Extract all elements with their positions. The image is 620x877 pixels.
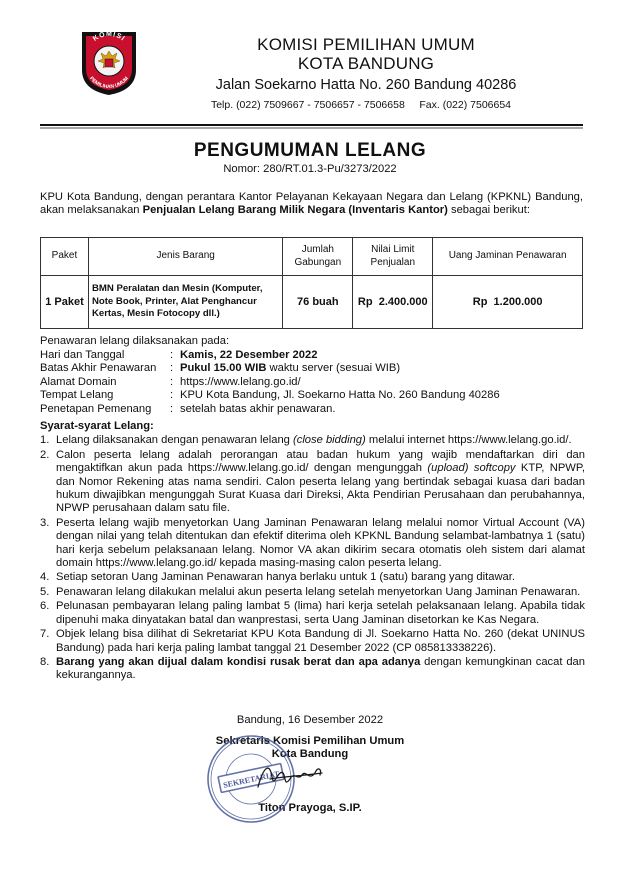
cell-nilai-limit: Rp 2.400.000	[353, 276, 433, 329]
term-body	[56, 571, 585, 584]
header-jumlah: Jumlah Gabungan	[283, 238, 353, 276]
schedule-colon: :	[170, 362, 174, 374]
signature-org-line2: Kota Bandung	[271, 748, 349, 760]
logo-top-text: KOMISI	[91, 30, 127, 43]
letterhead	[196, 35, 536, 112]
schedule-value	[180, 389, 500, 403]
org-address: Jalan Soekarno Hatta No. 260 Bandung 40286	[215, 77, 517, 93]
list-item	[40, 517, 585, 571]
schedule-label: Alamat Domain	[40, 375, 117, 388]
schedule-value	[180, 376, 301, 390]
schedule-row	[40, 376, 585, 390]
schedule-value	[180, 349, 317, 363]
schedule-colon: :	[170, 402, 174, 415]
header-jenis-barang: Jenis Barang	[88, 238, 282, 276]
term-text: Penawaran lelang dilakukan melalui akun peserta lelang setelah menyetorkan Uang Jaminan Penawaran.	[56, 585, 581, 598]
terms-heading: Syarat-syarat Lelang:	[40, 420, 154, 432]
schedule-label: Tempat Lelang	[40, 389, 114, 401]
term-text: Lelang dilaksanakan dengan penawaran lelang	[56, 434, 293, 447]
term-number: 2.	[40, 448, 50, 461]
list-item	[40, 449, 585, 516]
cell-jumlah: 76 buah	[283, 276, 353, 329]
announcement-heading	[0, 140, 620, 175]
term-text-italic: (upload) softcopy	[427, 462, 516, 475]
terms-list	[40, 434, 585, 682]
announcement-title: PENGUMUMAN LELANG	[193, 140, 427, 161]
logo-bottom-text: PEMILIHAN UMUM	[88, 75, 130, 91]
list-item	[40, 600, 585, 627]
schedule-row	[40, 403, 585, 417]
term-number: 3.	[40, 516, 50, 529]
term-number: 4.	[40, 571, 50, 584]
org-name-line2: KOTA BANDUNG	[297, 54, 435, 73]
list-item	[40, 586, 585, 599]
intro-paragraph	[40, 191, 583, 218]
kpu-logo	[80, 30, 138, 96]
schedule-value-bold: Kamis, 22 Desember 2022	[180, 348, 318, 361]
term-text: Setiap setoran Uang Jaminan Penawaran hanya berlaku untuk 1 (satu) barang yang ditawar.	[56, 571, 515, 584]
term-number: 8.	[40, 655, 50, 668]
cell-jenis-barang: BMN Peralatan dan Mesin (Komputer, Note Book, Printer, Alat Penghancur Kertas, Mesin Fotocopy dll.)	[88, 276, 282, 329]
header-uang-jaminan: Uang Jaminan Penawaran	[433, 238, 583, 276]
schedule-value-text: setelah batas akhir penawaran.	[180, 402, 336, 415]
term-number: 5.	[40, 585, 50, 598]
schedule-value-bold: Pukul 15.00 WIB	[180, 362, 267, 374]
table-header-row	[41, 238, 583, 276]
signature-place-date: Bandung, 16 Desember 2022	[236, 714, 384, 726]
announcement-number: Nomor: 280/RT.01.3-Pu/3273/2022	[223, 163, 397, 175]
schedule-value	[180, 403, 335, 417]
letterhead-divider	[40, 124, 583, 129]
term-body	[56, 656, 585, 683]
term-body	[56, 449, 585, 516]
term-number: 7.	[40, 628, 50, 641]
table-row	[41, 276, 583, 329]
schedule-row	[40, 389, 585, 403]
org-contact: Telp. (022) 7509667 - 7506657 - 7506658 Fax. (022) 7506654	[210, 99, 512, 111]
schedule-value-text: waktu server (sesuai WIB)	[266, 362, 401, 374]
term-text-tail: dengan kemungkinan cacat dan kekurangannya.	[56, 655, 585, 682]
auction-schedule	[40, 335, 585, 416]
schedule-colon: :	[170, 389, 174, 401]
signatory-name: Titon Prayoga, S.IP.	[258, 801, 362, 814]
auction-table	[40, 237, 583, 329]
list-item	[40, 434, 585, 447]
header-paket: Paket	[41, 238, 89, 276]
header-nilai-limit: Nilai Limit Penjualan	[353, 238, 433, 276]
term-body	[56, 586, 585, 599]
term-text-italic: (close bidding)	[293, 434, 366, 447]
terms-section	[40, 420, 585, 684]
schedule-value	[180, 362, 400, 376]
cell-uang-jaminan: Rp 1.200.000	[433, 276, 583, 329]
cell-paket: 1 Paket	[41, 276, 89, 329]
stamp-text: SEKRETARIAT	[222, 769, 281, 790]
intro-text-2: sebagai berikut:	[447, 204, 530, 217]
schedule-value-text: KPU Kota Bandung, Jl. Soekarno Hatta No. 260 Bandung 40286	[180, 389, 500, 401]
term-body	[56, 600, 585, 627]
schedule-label: Batas Akhir Penawaran	[40, 362, 157, 374]
schedule-label: Penetapan Pemenang	[40, 402, 152, 415]
schedule-label: Hari dan Tanggal	[40, 348, 125, 361]
schedule-colon: :	[170, 375, 174, 388]
term-text: Objek lelang bisa dilihat di Sekretariat KPU Kota Bandung di Jl. Soekarno Hatta No. 260 (dekat UNINUS Bandung) pada hari kerja paling lambat tanggal 21 Desember 2022 (CP 085813338226).	[56, 628, 585, 654]
schedule-row	[40, 362, 585, 376]
schedule-intro: Penawaran lelang dilaksanakan pada:	[40, 335, 230, 347]
term-text-tail: KTP, NPWP, dan Nomor Rekening atas nama sendiri. Calon peserta lelang yang bertindak sebagai kuasa dari badan hukum diwajibkan mengunggah Surat Kuasa dari Direksi, Akta Pendirian Perusahaan dan perubahannya, NPWP perusahaan dalam satu file.	[56, 462, 585, 515]
schedule-colon: :	[170, 348, 174, 361]
list-item	[40, 656, 585, 683]
handwritten-signature	[250, 757, 330, 797]
term-text: Pelunasan pembayaran lelang paling lambat 5 (lima) hari kerja setelah pelaksanaan lelang. Apabila tidak dipenuhi maka dinyatakan batal dan wanprestasi, serta Uang Jaminan disetorkan ke Kas Negara.	[56, 600, 585, 626]
term-text-tail: melalui internet https://www.lelang.go.id/.	[365, 434, 572, 447]
term-number: 1.	[40, 434, 50, 447]
term-text: Calon peserta lelang adalah perorangan atau badan hukum yang wajib mendaftarkan diri dan mengaktifkan akun pada https://www.lelang.go.id/ dengan mengunggah	[56, 448, 585, 475]
intro-text-1: KPU Kota Bandung, dengan perantara Kantor Pelayanan Kekayaan Negara dan Lelang (KPKNL) Bandung, akan melaksanakan	[40, 191, 583, 217]
signature-org-line1: Sekretaris Komisi Pemilihan Umum	[215, 734, 405, 747]
term-body	[56, 434, 585, 447]
intro-text-bold: Penjualan Lelang Barang Milik Negara (Inventaris Kantor)	[142, 204, 448, 217]
term-text-bold: Barang yang akan dijual dalam kondisi rusak berat dan apa adanya	[56, 655, 421, 668]
org-name-line1: KOMISI PEMILIHAN UMUM	[257, 35, 475, 54]
list-item	[40, 628, 585, 655]
term-text: Peserta lelang wajib menyetorkan Uang Jaminan Penawaran lelang melalui nomor Virtual Account (VA) dengan nilai yang telah ditentukan dan efektif diterima oleh KPKNL Bandung selambat-lambatnya 1 (satu) hari kerja sebelum pelaksanaan lelang. Nomor VA akan dikirim secara otomatis oleh sistem dari alamat domain https://www.lelang.go.id/ kepada masing-masing calon peserta lelang.	[56, 516, 585, 570]
term-body	[56, 517, 585, 571]
term-body	[56, 628, 585, 655]
term-number: 6.	[40, 600, 50, 613]
list-item	[40, 571, 585, 584]
schedule-value-text: https://www.lelang.go.id/	[180, 375, 301, 388]
schedule-row	[40, 349, 585, 363]
